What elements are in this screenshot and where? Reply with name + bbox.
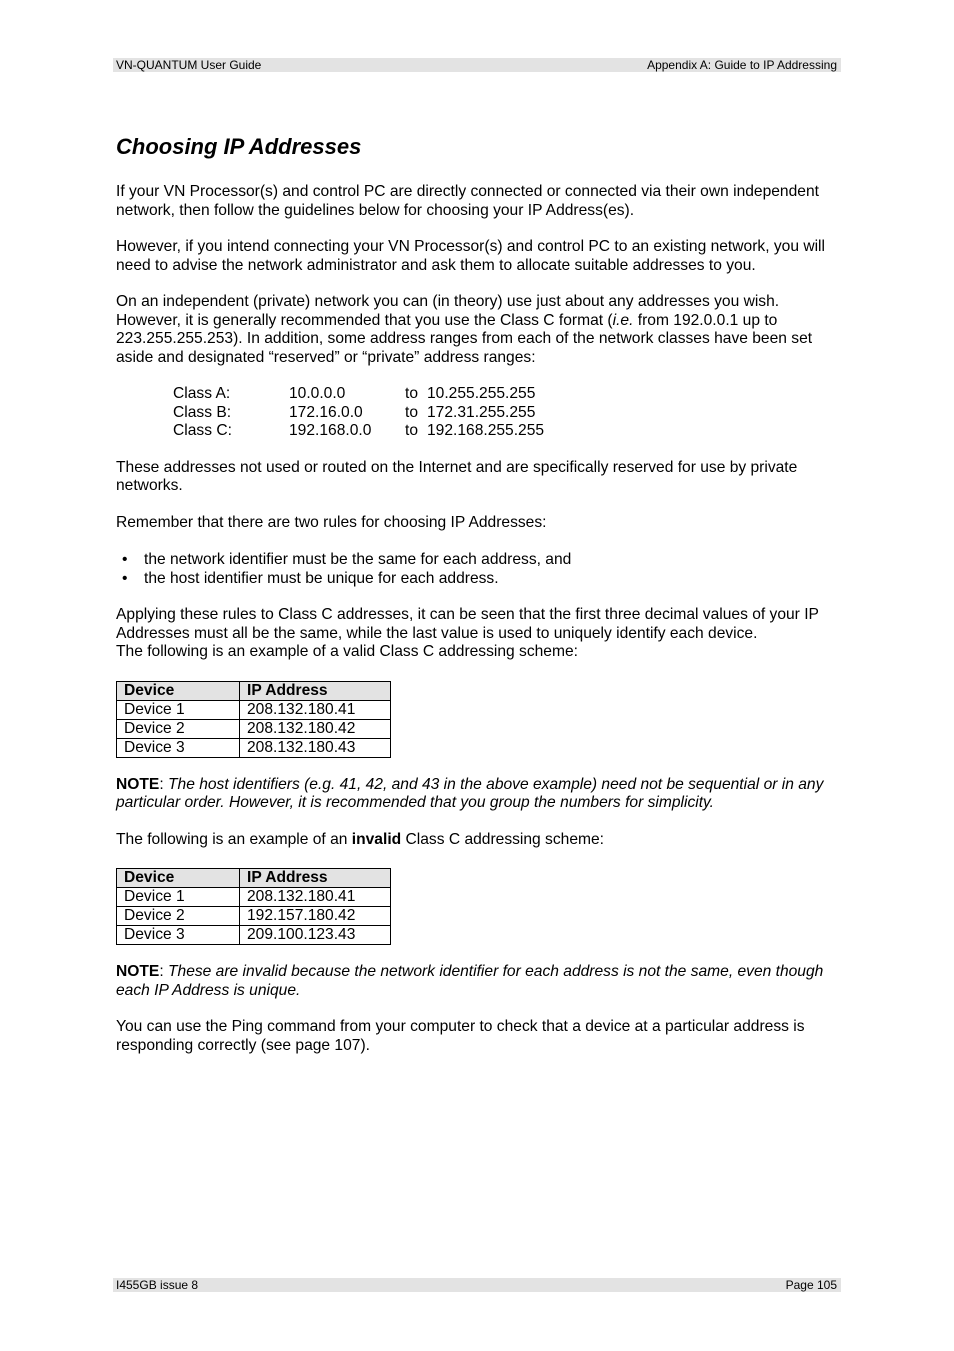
table-row — [117, 907, 391, 926]
ip-cell: 192.157.180.42 — [240, 907, 391, 926]
valid-addressing-table — [116, 681, 391, 758]
invalid-addressing-table — [116, 868, 391, 945]
range-class: Class C: — [173, 422, 232, 439]
ip-cell: 208.132.180.42 — [240, 719, 391, 738]
page-footer — [113, 1278, 841, 1292]
paragraph-reserved-note: These addresses not used or routed on the Internet and are specifically reserved for use by private networks. — [116, 458, 798, 494]
range-to: to — [405, 385, 419, 402]
range-end: 172.31.255.255 — [427, 403, 536, 421]
table-row — [117, 888, 391, 907]
text-emphasis: invalid — [351, 830, 402, 848]
note-text: The host identifiers (e.g. 41, 42, and 43 in the above example) need not be sequential or in any particular order. However, it is recommended that you group the numbers for simplicity. — [116, 775, 824, 811]
range-start: 10.0.0.0 — [289, 385, 346, 402]
range-class: Class B: — [173, 403, 232, 421]
range-end: 192.168.255.255 — [427, 422, 545, 439]
note-label: NOTE — [116, 963, 160, 980]
range-class: Class A: — [173, 385, 231, 402]
list-item — [116, 551, 842, 570]
table-row — [117, 700, 391, 719]
range-start: 192.168.0.0 — [289, 422, 372, 439]
list-item — [116, 570, 842, 589]
table-row — [117, 738, 391, 757]
bullet-icon: • — [122, 551, 128, 568]
note-separator: : — [159, 775, 168, 793]
footer-page-number: Page 105 — [785, 1278, 837, 1292]
paragraph-two-rules: Remember that there are two rules for choosing IP Addresses: — [116, 513, 547, 531]
note-label: NOTE — [116, 775, 160, 793]
device-cell: Device 3 — [117, 926, 240, 945]
paragraph-invalid-example-intro — [116, 831, 842, 850]
column-header-device: Device — [117, 681, 240, 700]
column-header-device: Device — [117, 869, 240, 888]
column-header-ip: IP Address — [240, 681, 391, 700]
range-start: 172.16.0.0 — [289, 403, 363, 421]
ip-cell: 208.132.180.43 — [240, 738, 391, 757]
device-cell: Device 2 — [117, 719, 240, 738]
range-to: to — [405, 422, 419, 439]
range-row — [173, 385, 842, 404]
paragraph-ping: You can use the Ping command from your computer to check that a device at a particular address is responding correctly (see page 107). — [116, 1018, 805, 1054]
paragraph-direct-connection: If your VN Processor(s) and control PC are directly connected or connected via their own independent network, then follow the guidelines below for choosing your IP Address(es). — [116, 183, 819, 219]
table-row — [117, 719, 391, 738]
note-separator: : — [159, 963, 168, 980]
text-emphasis: i.e. — [612, 311, 634, 329]
paragraph-existing-network: However, if you intend connecting your VN Processor(s) and control PC to an existing network, you will need to advise the network administrator and ask them to allocate suitable addresses to you. — [116, 238, 825, 274]
ip-cell: 208.132.180.41 — [240, 700, 391, 719]
device-cell: Device 1 — [117, 700, 240, 719]
device-cell: Device 1 — [117, 888, 240, 907]
note-invalid — [116, 963, 842, 1000]
bullet-icon: • — [122, 569, 128, 587]
ip-cell: 208.132.180.41 — [240, 888, 391, 907]
page-title: Choosing IP Addresses — [116, 134, 362, 159]
text-fragment: The following is an example of an — [116, 830, 352, 848]
note-text: These are invalid because the network identifier for each address is not the same, even though each IP Address is unique. — [116, 963, 824, 999]
reserved-ranges-list — [173, 385, 842, 441]
note-sequential — [116, 776, 842, 813]
table-header-row — [117, 681, 391, 700]
range-to: to — [405, 403, 419, 421]
column-header-ip: IP Address — [240, 869, 391, 888]
text-fragment: Class C addressing scheme: — [401, 830, 604, 848]
list-item-text: the host identifier must be unique for each address. — [144, 569, 499, 587]
header-doc-title: VN-QUANTUM User Guide — [116, 58, 262, 72]
range-end: 10.255.255.255 — [427, 385, 536, 402]
table-header-row — [117, 869, 391, 888]
device-cell: Device 3 — [117, 738, 240, 757]
paragraph-private-network — [116, 293, 842, 367]
text-fragment: On an independent (private) network you can (in theory) use just about any addresses you wish. However, it is generally recommended that you use the Class C format ( — [116, 293, 780, 329]
page-header — [113, 58, 841, 72]
range-row — [173, 422, 842, 441]
list-item-text: the network identifier must be the same for each address, and — [144, 551, 572, 568]
footer-doc-id: I455GB issue 8 — [116, 1278, 199, 1292]
page-content — [116, 130, 842, 1055]
paragraph-valid-example-intro: The following is an example of a valid Class C addressing scheme: — [116, 643, 578, 660]
range-row — [173, 404, 842, 423]
paragraph-applying-rules: Applying these rules to Class C addresses, it can be seen that the first three decimal values of your IP Addresses must all be the same, while the last value is used to uniquely identify each device. — [116, 606, 819, 642]
header-section-title: Appendix A: Guide to IP Addressing — [647, 58, 837, 72]
device-cell: Device 2 — [117, 907, 240, 926]
text-fragment: from 192.0.0.1 up to 223.255.255.253). In addition, some address ranges from each of the network classes have been set aside and designated “reserved” or “private” address ranges: — [116, 311, 813, 366]
ip-cell: 209.100.123.43 — [240, 926, 391, 945]
rules-list — [116, 551, 842, 588]
table-row — [117, 926, 391, 945]
